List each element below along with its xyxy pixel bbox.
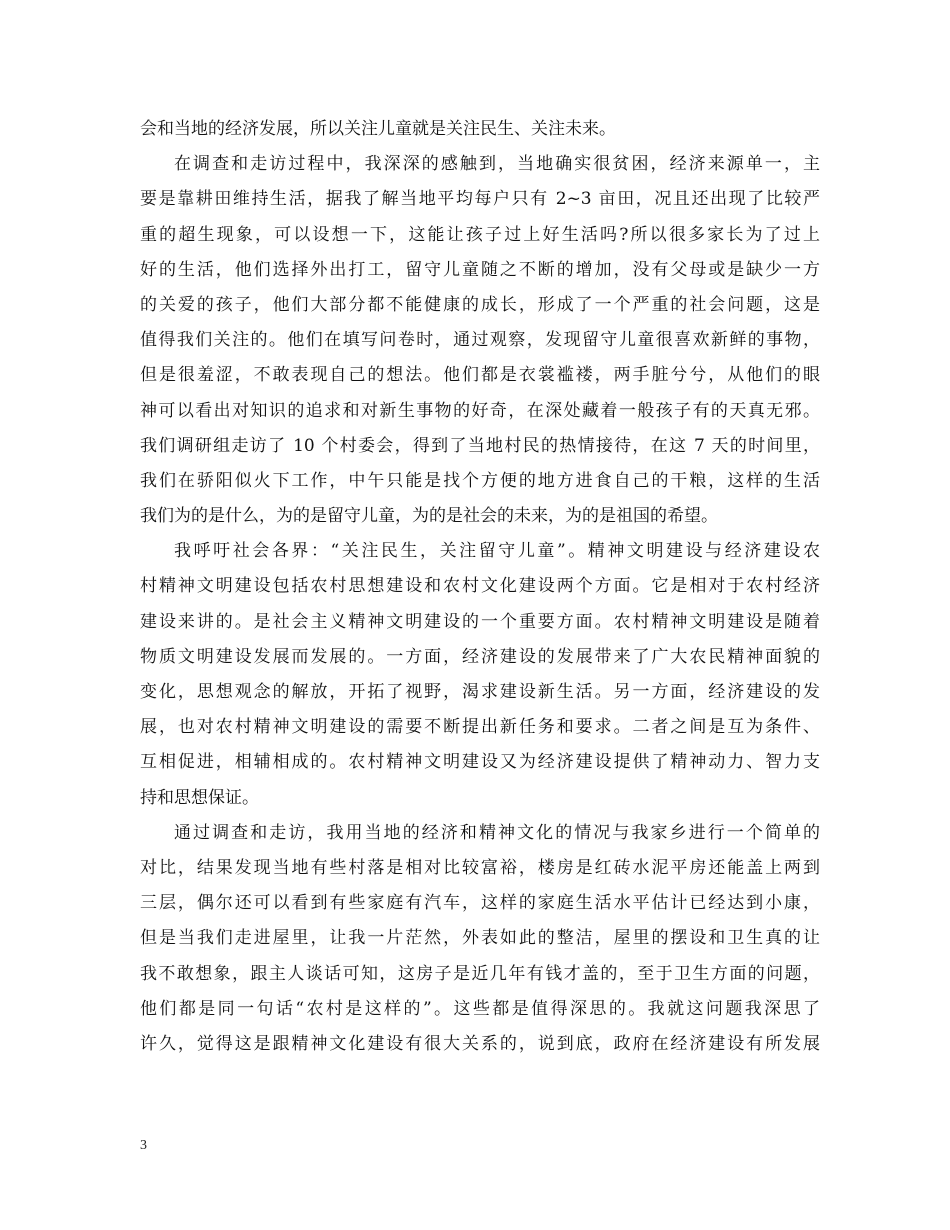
text-line: 互相促进，相辅相成的。农村精神文明建设又为经济建设提供了精神动力、智力支: [140, 752, 820, 773]
paragraph-first-line: 我呼吁社会各界：“关注民生，关注留守儿童”。精神文明建设与经济建设农: [174, 541, 820, 562]
text-line: 但是很羞涩，不敢表现自己的想法。他们都是衣裳褴褛，两手脏兮兮，从他们的眼: [140, 365, 820, 386]
text-line: 建设来讲的。是社会主义精神文明建设的一个重要方面。农村精神文明建设是随着: [140, 611, 820, 632]
text-line: 展，也对农村精神文明建设的需要不断提出新任务和要求。二者之间是互为条件、: [140, 717, 820, 738]
text-line: 会和当地的经济发展，所以关注儿童就是关注民生、关注未来。: [140, 119, 616, 139]
text-line: 变化，思想观念的解放，开拓了视野，渴求建设新生活。另一方面，经济建设的发: [140, 682, 820, 702]
text-line: 村精神文明建设包括农村思想建设和农村文化建设两个方面。它是相对于农村经济: [140, 576, 820, 597]
page-number: 3: [140, 1138, 147, 1153]
text-line: 神可以看出对知识的追求和对新生事物的好奇，在深处藏着一般孩子有的天真无邪。: [140, 400, 820, 421]
text-line: 物质文明建设发展而发展的。一方面，经济建设的发展带来了广大农民精神面貌的: [140, 646, 820, 667]
text-line: 好的生活，他们选择外出打工，留守儿童随之不断的增加，没有父母或是缺少一方: [140, 259, 820, 280]
paragraph-first-line: 在调查和走访过程中，我深深的感触到，当地确实很贫困，经济来源单一，主: [174, 154, 820, 175]
text-line: 我们在骄阳似火下工作，中午只能是找个方便的地方进食自己的干粮，这样的生活: [140, 470, 820, 491]
text-line: 我们调研组走访了 10 个村委会，得到了当地村民的热情接待，在这 7 天的时间里，: [140, 435, 820, 456]
text-line: 持和思想保证。: [140, 787, 259, 808]
text-line: 他们都是同一句话“农村是这样的”。这些都是值得深思的。我就这问题我深思了: [140, 998, 820, 1019]
text-line: 我们为的是什么，为的是留守儿童，为的是社会的未来，为的是祖国的希望。: [140, 506, 718, 527]
text-line: 值得我们关注的。他们在填写问卷时，通过观察，发现留守儿童很喜欢新鲜的事物，: [140, 330, 820, 351]
text-line: 许久，觉得这是跟精神文化建设有很大关系的，说到底，政府在经济建设有所发展: [140, 1033, 820, 1054]
text-line: 三层，偶尔还可以看到有些家庭有汽车，这样的家庭生活水平估计已经达到小康，: [140, 893, 820, 914]
text-line: 对比，结果发现当地有些村落是相对比较富裕，楼房是红砖水泥平房还能盖上两到: [140, 857, 820, 878]
text-line: 我不敢想象，跟主人谈话可知，这房子是近几年有钱才盖的，至于卫生方面的问题，: [140, 963, 820, 984]
text-line: 的关爱的孩子，他们大部分都不能健康的成长，形成了一个严重的社会问题，这是: [140, 294, 820, 315]
text-line: 但是当我们走进屋里，让我一片茫然，外表如此的整洁，屋里的摆设和卫生真的让: [140, 928, 820, 949]
text-line: 要是靠耕田维持生活，据我了解当地平均每户只有 2~3 亩田，况且还出现了比较严: [140, 189, 820, 210]
document-body: [140, 112, 820, 1062]
text-line: 重的超生现象，可以设想一下，这能让孩子过上好生活吗?所以很多家长为了过上: [140, 224, 820, 245]
paragraph-first-line: 通过调查和走访，我用当地的经济和精神文化的情况与我家乡进行一个简单的: [174, 822, 820, 843]
